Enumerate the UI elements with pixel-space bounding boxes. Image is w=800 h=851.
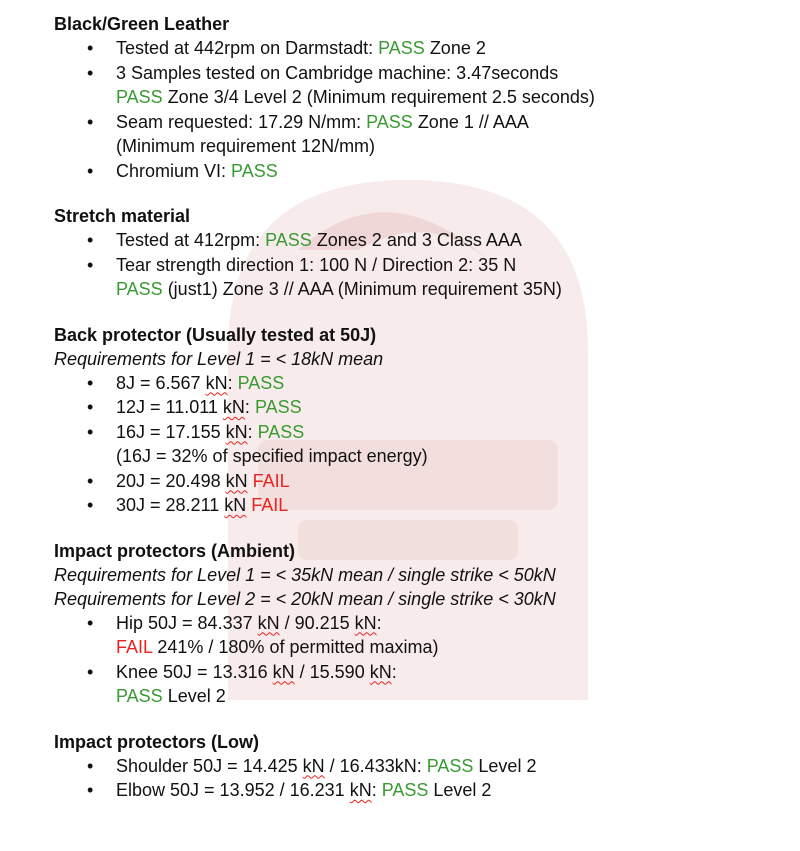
pass-label: PASS	[265, 230, 312, 250]
list-item: • Tear strength direction 1: 100 N / Direction 2: 35 N PASS (just1) Zone 3 // AAA (Minimum requirement 35N)	[54, 253, 780, 302]
section-heading: Impact protectors (Low)	[54, 731, 260, 752]
fail-label: FAIL	[251, 495, 289, 515]
list-item: • 3 Samples tested on Cambridge machine: 3.47seconds PASS Zone 3/4 Level 2 (Minimum requirement 2.5 seconds)	[54, 61, 780, 110]
list-item: • 16J = 17.155 kN: PASS (16J = 32% of specified impact energy)	[54, 420, 780, 469]
pass-label: PASS	[381, 780, 429, 800]
section-heading: Impact protectors (Ambient)	[54, 540, 296, 561]
pass-label: PASS	[257, 421, 305, 442]
pass-label: PASS	[116, 686, 163, 706]
section-impact-low	[54, 730, 780, 803]
section-heading: Back protector (Usually tested at 50J)	[54, 324, 377, 345]
section-back-protector	[54, 323, 780, 518]
list-item: • Elbow 50J = 13.952 / 16.231 kN: PASS Level 2	[54, 778, 780, 803]
spellcheck-unit: kN	[257, 612, 280, 633]
spellcheck-unit: kN	[224, 495, 247, 515]
pass-label: PASS	[231, 160, 278, 181]
pass-label: PASS	[366, 111, 413, 132]
fail-label: FAIL	[116, 637, 153, 657]
section-heading: Black/Green Leather	[54, 14, 230, 34]
spellcheck-unit: kN	[349, 780, 372, 800]
spellcheck-unit: kN	[225, 421, 248, 442]
section-heading: Stretch material	[54, 206, 191, 226]
list-item: • Knee 50J = 13.316 kN / 15.590 kN: PASS Level 2	[54, 660, 780, 709]
requirement-line: Requirements for Level 1 = < 35kN mean / single strike < 50kN	[54, 564, 556, 585]
list-item: • Seam requested: 17.29 N/mm: PASS Zone 1 // AAA (Minimum requirement 12N/mm)	[54, 110, 780, 159]
pass-label: PASS	[237, 372, 285, 393]
list-item: • Shoulder 50J = 14.425 kN / 16.433kN: PASS Level 2	[54, 754, 780, 779]
fail-label: FAIL	[252, 470, 290, 491]
spellcheck-unit: kN	[222, 397, 245, 417]
list-item: • 30J = 28.211 kN FAIL	[54, 493, 780, 518]
pass-label: PASS	[116, 87, 163, 107]
list-item: • Tested at 442rpm on Darmstadt: PASS Zone 2	[54, 36, 780, 61]
list-item: • Hip 50J = 84.337 kN / 90.215 kN: FAIL 241% / 180% of permitted maxima)	[54, 611, 780, 660]
section-impact-ambient	[54, 539, 780, 709]
bullet-list	[54, 36, 780, 183]
bullet-list	[54, 754, 780, 803]
spellcheck-unit: kN	[225, 470, 248, 491]
pass-label: PASS	[378, 38, 425, 58]
section-stretch-material	[54, 204, 780, 302]
list-item: • Chromium VI: PASS	[54, 159, 780, 184]
spellcheck-unit: kN	[205, 372, 228, 393]
bullet-list	[54, 228, 780, 302]
bullet-list	[54, 371, 780, 518]
list-item: • 8J = 6.567 kN: PASS	[54, 371, 780, 396]
section-black-green-leather	[54, 12, 780, 183]
list-item: • 20J = 20.498 kN FAIL	[54, 469, 780, 494]
bullet-list	[54, 611, 780, 709]
pass-label: PASS	[426, 755, 474, 776]
pass-label: PASS	[116, 279, 163, 299]
spellcheck-unit: kN	[302, 755, 325, 776]
spellcheck-unit: kN	[354, 612, 377, 633]
pass-label: PASS	[254, 397, 302, 417]
requirement-line: Requirements for Level 2 = < 20kN mean / single strike < 30kN	[54, 588, 556, 609]
spellcheck-unit: kN	[369, 661, 392, 682]
list-item: • Tested at 412rpm: PASS Zones 2 and 3 Class AAA	[54, 228, 780, 253]
list-item: • 12J = 11.011 kN: PASS	[54, 395, 780, 420]
requirement-line: Requirements for Level 1 = < 18kN mean	[54, 348, 384, 369]
spellcheck-unit: kN	[272, 661, 295, 682]
